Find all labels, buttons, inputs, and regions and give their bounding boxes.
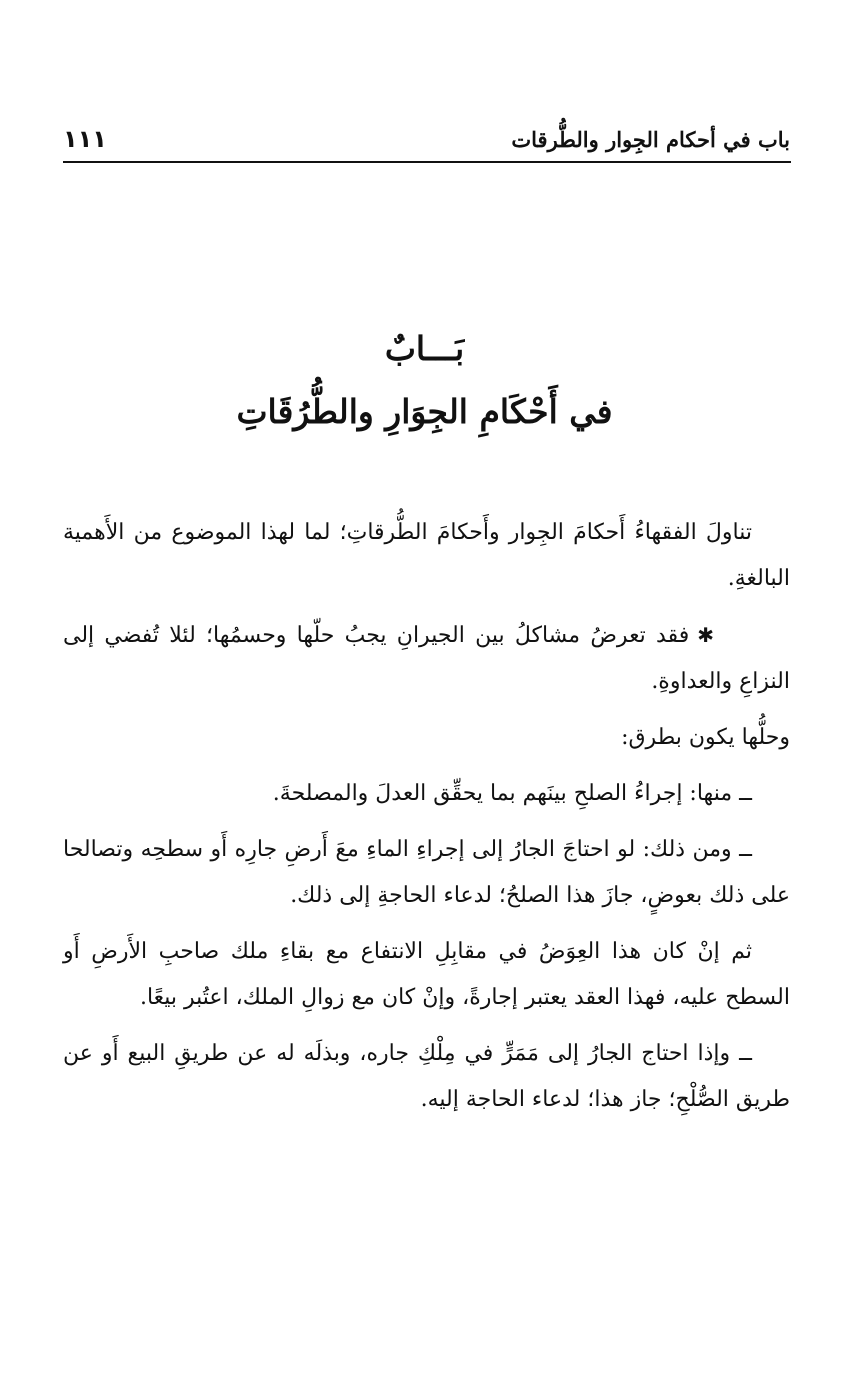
- running-header-title: باب في أحكام الجِوار والطُّرقات: [511, 126, 790, 152]
- paragraph-reconciliation: ــ منها: إجراءُ الصلحِ بينَهم بما يحقِّق العدلَ والمصلحةَ.: [272, 781, 752, 806]
- paragraph-compensation: ثم إنْ كان هذا العِوَضُ في مقابِلِ الانتفاع مع بقاءِ ملك صاحبِ الأَرضِ أَو السطح عليه، فهذا العقد يعتبر إجارةً، وإنْ كان مع زوالِ الملك، اعتُبر بيعًا.: [63, 939, 790, 1010]
- paragraph-intro: تناولَ الفقهاءُ أَحكامَ الجِوار وأَحكامَ الطُّرقاتِ؛ لما لهذا الموضوع من الأَهمية البالغةِ.: [63, 520, 790, 591]
- paragraph-water-example: ــ ومن ذلك: لو احتاجَ الجارُ إلى إجراءِ الماءِ معَ أَرضِ جارِه أَو سطحِه وتصالحا على ذلك بعوضٍ، جازَ هذا الصلحُ؛ لدعاء الحاجةِ إلى ذلك.: [63, 837, 790, 908]
- chapter-title: في أَحْكَامِ الجِوَارِ والطُّرُقَاتِ: [236, 392, 613, 431]
- paragraph-solutions-intro: وحلُّها يكون بطرق:: [621, 725, 790, 750]
- header-rule: [63, 161, 791, 163]
- paragraph-problems-text: فقد تعرضُ مشاكلُ بين الجيرانِ يجبُ حلّها وحسمُها؛ لئلا تُفضي إلى النزاعِ والعداوةِ.: [63, 623, 790, 694]
- body-text: [63, 510, 790, 1133]
- paragraph-passage: ــ وإذا احتاج الجارُ إلى مَمَرٍّ في مِلْكِ جاره، وبذلَه له عن طريقِ البيع أَو عن طريق الصُّلْحِ؛ جاز هذا؛ لدعاء الحاجة إليه.: [63, 1041, 790, 1112]
- asterisk-bullet-icon: ✱: [697, 623, 714, 647]
- paragraph-problems: [63, 612, 790, 705]
- chapter-label: بَـــابٌ: [384, 329, 465, 368]
- page-number: ١١١: [63, 125, 107, 153]
- running-header: [63, 118, 790, 160]
